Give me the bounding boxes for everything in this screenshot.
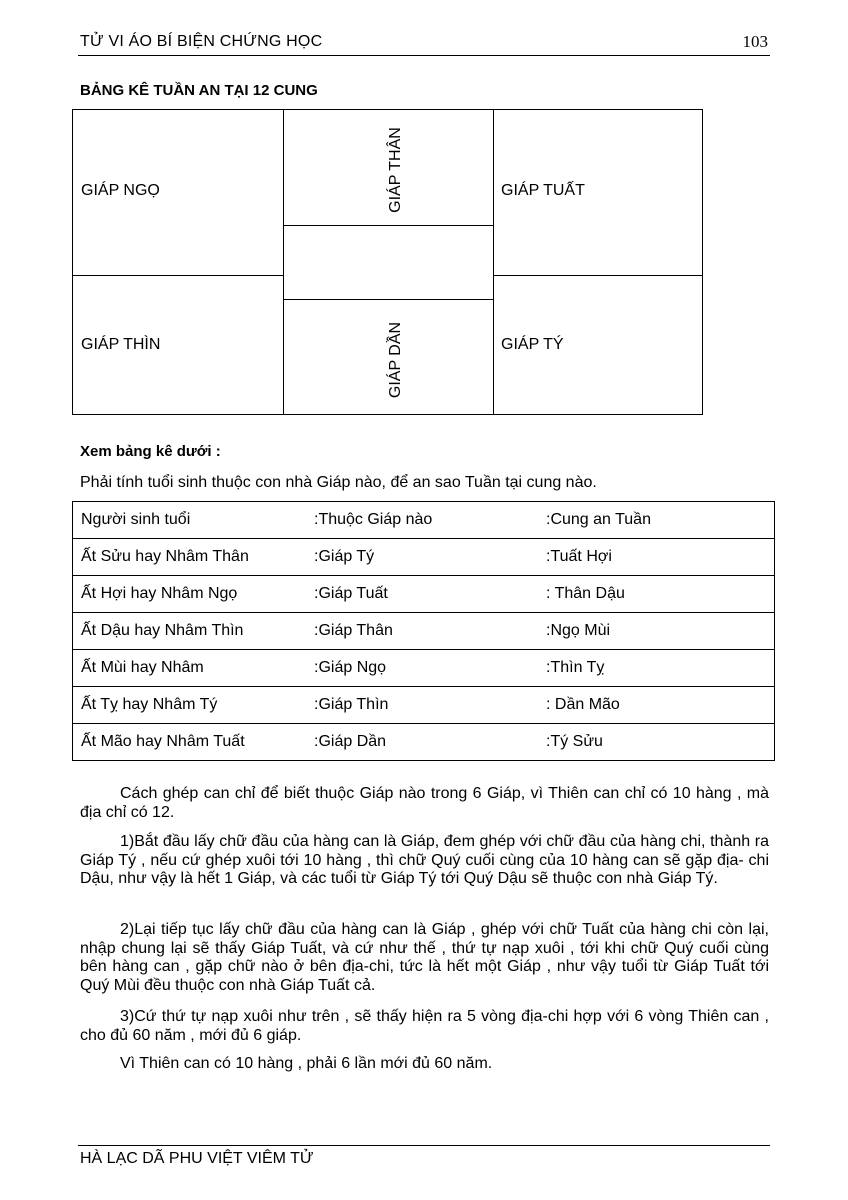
grid-divider (493, 275, 702, 276)
table-cell: Người sinh tuổi (73, 502, 315, 539)
paragraph-1: Cách ghép can chỉ để biết thuộc Giáp nào trong 6 Giáp, vì Thiên can chỉ có 10 hàng , mà địa chỉ có 12. (80, 785, 769, 821)
table-row (73, 502, 775, 539)
table-cell: Ất Tỵ hay Nhâm Tý (73, 687, 315, 724)
table-cell: :Cung an Tuần (546, 502, 775, 539)
table-row (73, 650, 775, 687)
cell-giap-than: GIÁP THÂN (387, 127, 404, 213)
table-row (73, 576, 775, 613)
table-cell: Ất Sửu hay Nhâm Thân (73, 539, 315, 576)
table-cell: :Ngọ Mùi (546, 613, 775, 650)
grid-divider (493, 110, 494, 414)
table-cell: :Giáp Thìn (314, 687, 546, 724)
cell-giap-ngo: GIÁP NGỌ (81, 182, 160, 199)
cell-giap-dan: GIÁP DẦN (387, 321, 404, 399)
header-rule (78, 55, 770, 56)
cell-giap-thin: GIÁP THÌN (81, 336, 161, 353)
section-title: BẢNG KÊ TUẦN AN TẠI 12 CUNG (80, 82, 318, 99)
tuan-grid (72, 109, 703, 415)
intro-text: Phải tính tuổi sinh thuộc con nhà Giáp nào, để an sao Tuần tại cung nào. (80, 474, 597, 491)
paragraph-4: 3)Cứ thứ tự nạp xuôi như trên , sẽ thấy hiện ra 5 vòng địa-chi hợp với 6 vòng Thiên can , cho đủ 60 năm , mới đủ 6 giáp. (80, 1008, 769, 1044)
table-cell: Ất Mùi hay Nhâm (73, 650, 315, 687)
table-cell: :Tý Sửu (546, 724, 775, 761)
footer-text: HÀ LẠC DÃ PHU VIỆT VIÊM TỬ (80, 1150, 314, 1167)
table-cell: Ất Mão hay Nhâm Tuất (73, 724, 315, 761)
table-cell: :Thìn Tỵ (546, 650, 775, 687)
grid-divider (73, 275, 283, 276)
table-cell: :Tuất Hợi (546, 539, 775, 576)
table-row (73, 613, 775, 650)
table-cell: :Giáp Dần (314, 724, 546, 761)
table-row (73, 687, 775, 724)
xem-title: Xem bảng kê dưới : (80, 443, 221, 460)
header-title: TỬ VI ÁO BÍ BIỆN CHỨNG HỌC (80, 33, 323, 50)
table-cell: : Dần Mão (546, 687, 775, 724)
table-row (73, 724, 775, 761)
table-cell: : Thân Dậu (546, 576, 775, 613)
cell-giap-tuat: GIÁP TUẤT (501, 182, 585, 199)
table-row (73, 539, 775, 576)
table-cell: :Giáp Tuất (314, 576, 546, 613)
footer-rule (78, 1145, 770, 1146)
table-cell: :Thuộc Giáp nào (314, 502, 546, 539)
table-cell: :Giáp Thân (314, 613, 546, 650)
page-number: 103 (742, 32, 768, 51)
table-cell: :Giáp Ngọ (314, 650, 546, 687)
grid-divider (283, 110, 284, 414)
cell-giap-ty: GIÁP TÝ (501, 336, 564, 353)
tuan-table (72, 501, 775, 761)
paragraph-2: 1)Bắt đầu lấy chữ đầu của hàng can là Giáp, đem ghép với chữ đầu của hàng chi, thành ra Giáp Tý , nếu cứ ghép xuôi tới 10 hàng , thì chữ Quý cuối cùng của 10 hàng can sẽ gặp địa- chi Dậu, như vậy là hết 1 Giáp, và các tuổi từ Giáp Tý tới Quý Dậu sẽ thuộc con nhà Giáp Tý. (80, 833, 769, 887)
paragraph-5: Vì Thiên can có 10 hàng , phải 6 lần mới đủ 60 năm. (120, 1055, 493, 1072)
table-cell: :Giáp Tý (314, 539, 546, 576)
table-cell: Ất Dậu hay Nhâm Thìn (73, 613, 315, 650)
table-cell: Ất Hợi hay Nhâm Ngọ (73, 576, 315, 613)
paragraph-3: 2)Lại tiếp tục lấy chữ đầu của hàng can là Giáp , ghép với chữ Tuất của hàng chi còn lại, nhập chung lại sẽ thấy Giáp Tuất, và cứ như thế , thứ tự nạp xuôi , tới khi chữ Quý cuối cùng bên hàng can , gặp chữ nào ở bên địa-chi, tức là hết một Giáp , như vậy tuổi từ Giáp Tuất tới Quý Mùi đều thuộc con nhà Giáp Tuất cả. (80, 921, 769, 994)
